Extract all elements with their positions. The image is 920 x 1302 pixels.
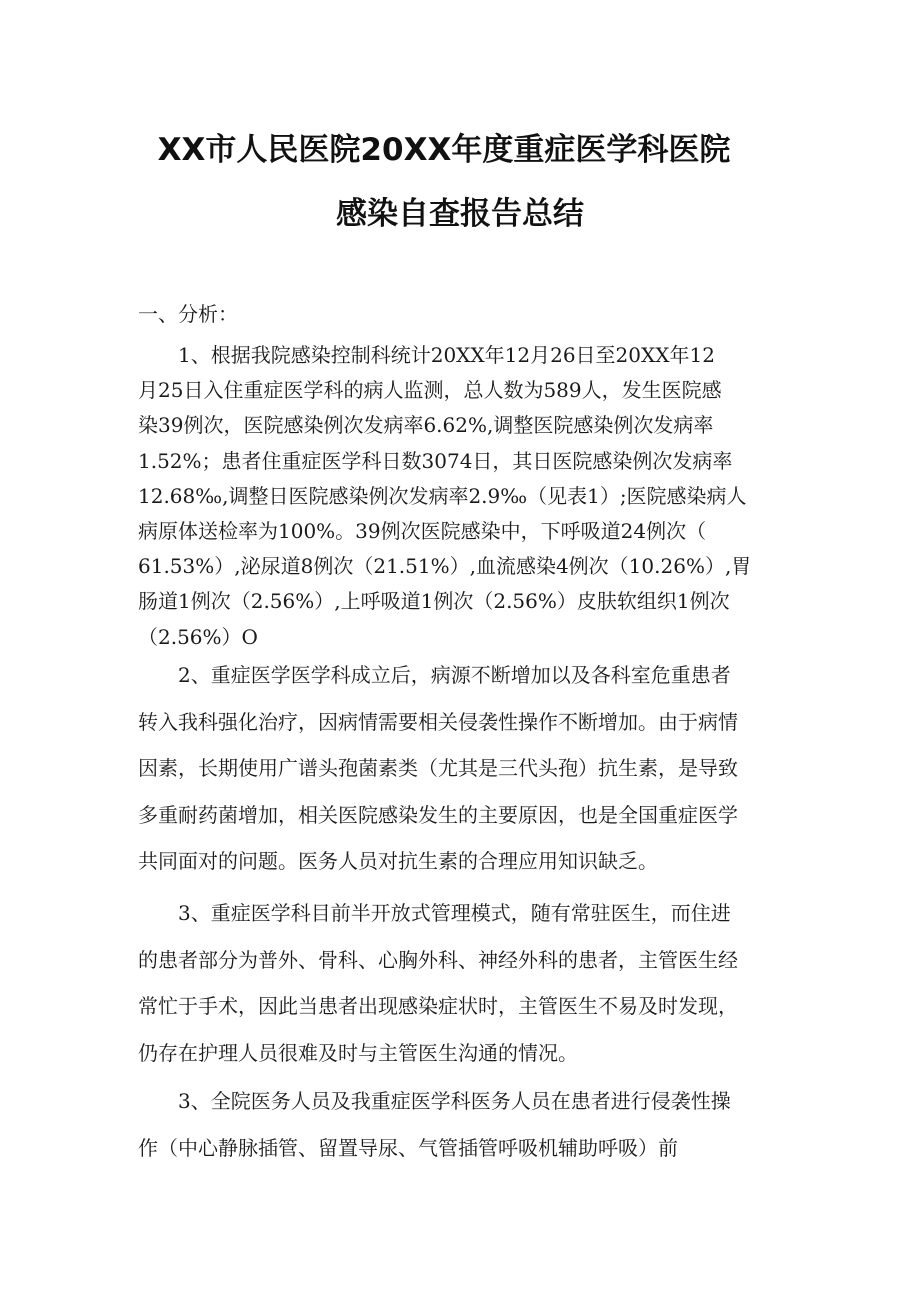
paragraph-line: 共同面对的问题。医务人员对抗生素的合理应用知识缺乏。 [138,849,658,873]
paragraph-line: 肠道1例次（2.56%）,上呼吸道1例次（2.56%）皮肤软组织1例次 [138,589,730,614]
paragraph-line: 2、重症医学医学科成立后，病源不断增加以及各科室危重患者 [178,663,731,687]
paragraph-line: 转入我科强化治疗，因病情需要相关侵袭性操作不断增加。由于病情 [138,709,738,734]
paragraph-1 [138,338,790,655]
paragraph-line: 61.53%）,泌尿道8例次（21.51%）,血流感染4例次（10.26%）,胃 [138,554,752,579]
paragraph-line: 仍存在护理人员很难及时与主管医生沟通的情况。 [138,1040,578,1065]
paragraph-line: 12.68‰,调整日医院感染例次发病率2.9‰（见表1）;医院感染病人 [138,483,747,508]
paragraph-line: 染39例次，医院感染例次发病率6.62%,调整医院感染例次发病率 [138,413,714,438]
document-title-line-1: XX市人民医院20XX年度重症医学科医院 [157,132,731,168]
paragraph-line: 作（中心静脉插管、留置导尿、气管插管呼吸机辅助呼吸）前 [138,1135,678,1160]
paragraph-line: 月25日入住重症医学科的病人监测，总人数为589人，发生医院感 [138,378,722,403]
paragraph-line: （2.56%）O [138,624,258,649]
paragraph-line: 3、全院医务人员及我重症医学科医务人员在患者进行侵袭性操 [178,1089,731,1113]
document-title-line-2: 感染自查报告总结 [336,196,584,232]
section-heading-analysis: 一、分析： [138,302,238,326]
paragraph-line: 1、根据我院感染控制科统计20XX年12月26日至20XX年12 [178,343,715,367]
paragraph-3 [138,890,790,1076]
paragraph-line: 1.52%；患者住重症医学科日数3074日，其日医院感染例次发病率 [138,448,733,473]
paragraph-line: 3、重症医学科目前半开放式管理模式，随有常驻医生，而住进 [178,901,731,925]
paragraph-2 [138,652,790,885]
paragraph-line: 多重耐药菌增加，相关医院感染发生的主要原因，也是全国重症医学 [138,802,738,827]
paragraph-line: 常忙于手术，因此当患者出现感染症状时，主管医生不易及时发现， [138,994,738,1018]
paragraph-line: 因素，长期使用广谱头孢菌素类（尤其是三代头孢）抗生素，是导致 [138,756,738,780]
paragraph-line: 病原体送检率为100%。39例次医院感染中，下呼吸道24例次（ [138,518,707,543]
paragraph-line: 的患者部分为普外、骨科、心胸外科、神经外科的患者，主管医生经 [138,947,738,972]
paragraph-4 [138,1078,790,1171]
